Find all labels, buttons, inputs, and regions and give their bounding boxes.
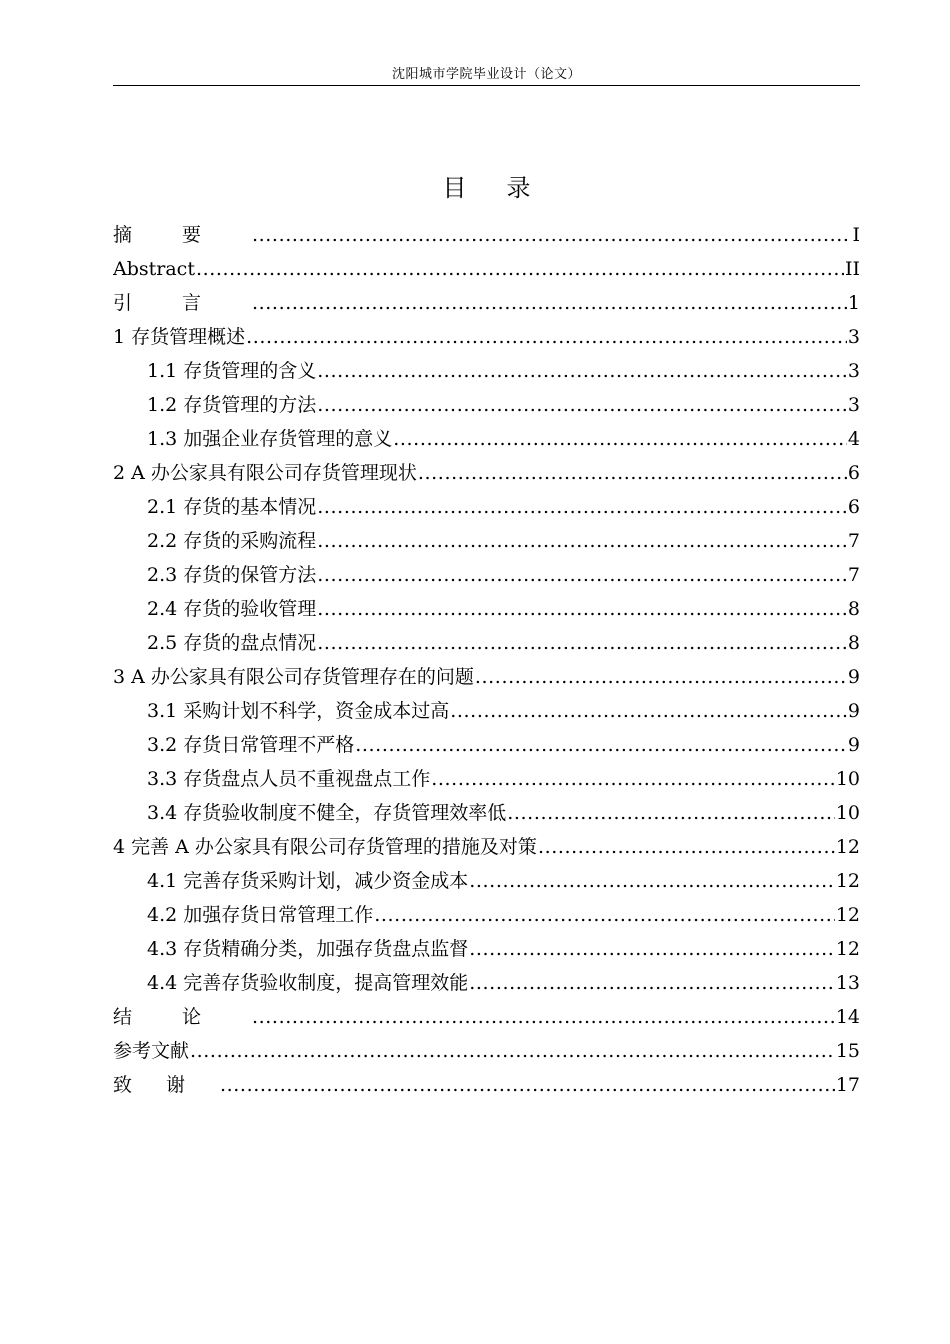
page-header: 沈阳城市学院毕业设计（论文）: [391, 67, 581, 82]
toc-entry-label: 4.4 完善存货验收制度，提高管理效能: [147, 972, 469, 994]
toc-leader-dots: [317, 490, 847, 524]
toc-entry-label: 4.1 完善存货采购计划，减少资金成本: [147, 870, 469, 892]
toc-entry-section-1-1[interactable]: [113, 354, 860, 388]
toc-leader-dots: [418, 456, 847, 490]
toc-title: 目录: [442, 174, 571, 202]
toc-entry-chapter-4[interactable]: [113, 830, 860, 864]
toc-entry-section-4-4[interactable]: [113, 966, 860, 1000]
toc-entry-label: 2.2 存货的采购流程: [147, 530, 317, 552]
toc-entry-label: 2 A 办公家具有限公司存货管理现状: [113, 462, 417, 484]
toc-entry-label: 3.1 采购计划不科学，资金成本过高: [147, 700, 450, 722]
toc-entry-page: 7: [847, 564, 860, 586]
toc-entry-page: 3: [847, 326, 860, 348]
toc-entry-label: 4.2 加强存货日常管理工作: [147, 904, 374, 926]
toc-leader-dots: [317, 354, 847, 388]
toc-entry-chapter-1[interactable]: [113, 320, 860, 354]
toc-entry-page: 9: [847, 700, 860, 722]
toc-entry-section-3-4[interactable]: [113, 796, 860, 830]
toc-entry-section-2-3[interactable]: [113, 558, 860, 592]
toc-entry-page: 4: [847, 428, 860, 450]
toc-leader-dots: [450, 694, 847, 728]
toc-leader-dots: [252, 286, 847, 320]
toc-leader-dots: [355, 728, 847, 762]
toc-entry-label: 2.1 存货的基本情况: [147, 496, 317, 518]
toc-leader-dots: [469, 932, 835, 966]
toc-entry-label: 结论: [113, 1006, 252, 1028]
toc-leader-dots: [431, 762, 835, 796]
toc-entry-page: II: [844, 258, 860, 280]
toc-entry-introduction[interactable]: [113, 286, 860, 320]
toc-entry-chapter-3[interactable]: [113, 660, 860, 694]
header-rule: [113, 85, 860, 86]
toc-leader-dots: [190, 1034, 835, 1068]
toc-entry-page: 13: [835, 972, 860, 994]
toc-entry-label: Abstract: [113, 258, 195, 280]
toc-leader-dots: [317, 524, 847, 558]
toc-entry-section-2-2[interactable]: [113, 524, 860, 558]
toc-entry-page: 12: [835, 836, 860, 858]
toc-entry-label: 3 A 办公家具有限公司存货管理存在的问题: [113, 666, 474, 688]
toc-leader-dots: [252, 1000, 835, 1034]
toc-entry-label: 2.4 存货的验收管理: [147, 598, 317, 620]
toc-entry-references[interactable]: [113, 1034, 860, 1068]
toc-entry-label: 3.3 存货盘点人员不重视盘点工作: [147, 768, 431, 790]
toc-entry-page: 12: [835, 870, 860, 892]
toc-entry-label: 3.2 存货日常管理不严格: [147, 734, 355, 756]
toc-entry-page: 15: [835, 1040, 860, 1062]
toc-entry-label: 1 存货管理概述: [113, 326, 246, 348]
toc-entry-acknowledgements[interactable]: [113, 1068, 860, 1102]
toc-leader-dots: [469, 966, 835, 1000]
toc-entry-page: 9: [847, 734, 860, 756]
toc-entry-chapter-2[interactable]: [113, 456, 860, 490]
toc-entry-abstract-cn[interactable]: [113, 218, 860, 252]
toc-entry-page: 6: [847, 462, 860, 484]
toc-entry-label: 1.3 加强企业存货管理的意义: [147, 428, 393, 450]
toc-entry-label: 摘要: [113, 224, 252, 246]
toc-leader-dots: [252, 218, 851, 252]
toc-entry-page: 9: [847, 666, 860, 688]
toc-leader-dots: [507, 796, 835, 830]
toc-entry-page: I: [852, 224, 860, 246]
toc-entry-page: 8: [847, 598, 860, 620]
toc-entry-page: 10: [835, 802, 860, 824]
toc-entry-label: 4 完善 A 办公家具有限公司存货管理的措施及对策: [113, 836, 537, 858]
toc-entry-section-2-4[interactable]: [113, 592, 860, 626]
toc-entry-section-2-5[interactable]: [113, 626, 860, 660]
toc-entry-page: 3: [847, 394, 860, 416]
toc-leader-dots: [196, 252, 844, 286]
toc-entry-page: 12: [835, 938, 860, 960]
toc-entry-section-3-2[interactable]: [113, 728, 860, 762]
toc-leader-dots: [374, 898, 835, 932]
toc-entry-page: 3: [847, 360, 860, 382]
toc-leader-dots: [317, 388, 847, 422]
toc-entry-page: 12: [835, 904, 860, 926]
toc-entry-page: 1: [847, 292, 860, 314]
toc-leader-dots: [393, 422, 847, 456]
toc-leader-dots: [317, 558, 847, 592]
toc-entry-page: 7: [847, 530, 860, 552]
toc-entry-section-2-1[interactable]: [113, 490, 860, 524]
toc-entry-section-3-1[interactable]: [113, 694, 860, 728]
toc-leader-dots: [246, 320, 847, 354]
toc-entry-page: 14: [835, 1006, 860, 1028]
toc-entry-label: 1.2 存货管理的方法: [147, 394, 317, 416]
toc-entry-label: 致谢: [113, 1074, 220, 1096]
toc-leader-dots: [469, 864, 835, 898]
toc-entry-section-3-3[interactable]: [113, 762, 860, 796]
toc-entry-page: 17: [835, 1074, 860, 1096]
toc-entry-page: 10: [835, 768, 860, 790]
toc-entry-label: 2.3 存货的保管方法: [147, 564, 317, 586]
toc-entry-section-4-1[interactable]: [113, 864, 860, 898]
toc-leader-dots: [220, 1068, 835, 1102]
toc-entry-section-4-2[interactable]: [113, 898, 860, 932]
toc-entry-conclusion[interactable]: [113, 1000, 860, 1034]
table-of-contents: [113, 218, 860, 1102]
toc-leader-dots: [317, 592, 847, 626]
toc-entry-abstract-en[interactable]: [113, 252, 860, 286]
toc-entry-page: 6: [847, 496, 860, 518]
toc-leader-dots: [317, 626, 847, 660]
toc-entry-section-4-3[interactable]: [113, 932, 860, 966]
toc-entry-section-1-2[interactable]: [113, 388, 860, 422]
toc-entry-label: 3.4 存货验收制度不健全，存货管理效率低: [147, 802, 507, 824]
toc-entry-section-1-3[interactable]: [113, 422, 860, 456]
toc-entry-label: 参考文献: [113, 1040, 190, 1062]
toc-entry-label: 2.5 存货的盘点情况: [147, 632, 317, 654]
toc-entry-label: 1.1 存货管理的含义: [147, 360, 317, 382]
toc-leader-dots: [538, 830, 835, 864]
toc-leader-dots: [475, 660, 847, 694]
toc-entry-page: 8: [847, 632, 860, 654]
toc-entry-label: 引言: [113, 292, 252, 314]
toc-entry-label: 4.3 存货精确分类，加强存货盘点监督: [147, 938, 469, 960]
